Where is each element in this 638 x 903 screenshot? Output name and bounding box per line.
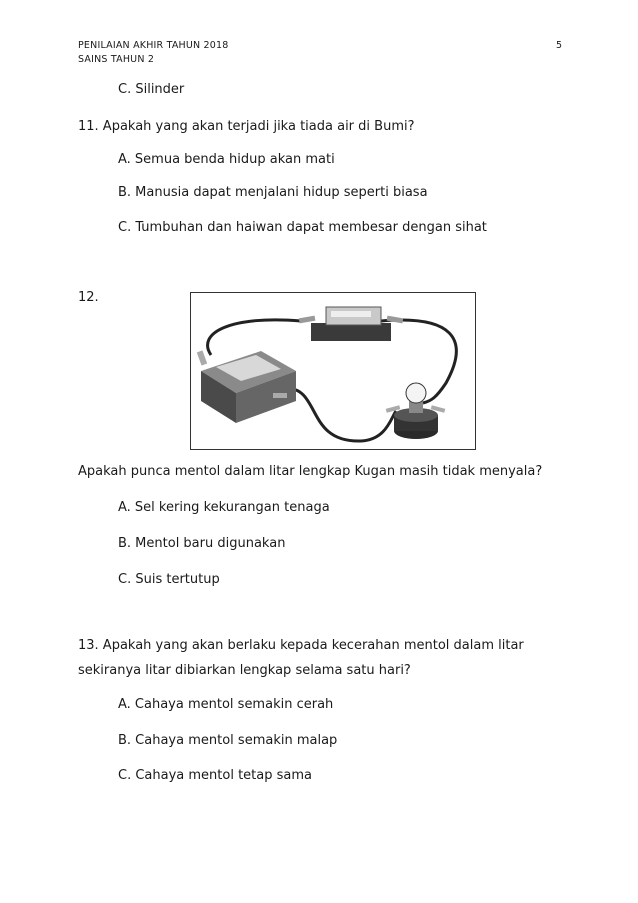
q11-option-b: B. Manusia dapat menjalani hidup seperti biasa	[118, 185, 428, 200]
q12-option-c: C. Suis tertutup	[118, 572, 220, 587]
carryover-option-c: C. Silinder	[118, 82, 185, 97]
q13-option-c: C. Cahaya mentol tetap sama	[118, 768, 312, 783]
q12-number: 12.	[78, 290, 99, 305]
q11-option-a: A. Semua benda hidup akan mati	[118, 152, 335, 167]
q12-question: Apakah punca mentol dalam litar lengkap Kugan masih tidak menyala?	[78, 464, 543, 479]
q12-option-b: B. Mentol baru digunakan	[118, 536, 286, 551]
page-number: 5	[556, 40, 563, 51]
header-subject: SAINS TAHUN 2	[78, 54, 155, 65]
q11-option-c: C. Tumbuhan dan haiwan dapat membesar dengan sihat	[118, 220, 487, 235]
wire-top-left	[208, 320, 301, 355]
q13-question-line2: sekiranya litar dibiarkan lengkap selama satu hari?	[78, 663, 411, 678]
q12-option-a: A. Sel kering kekurangan tenaga	[118, 500, 330, 515]
switch-icon	[299, 307, 403, 341]
q13-option-b: B. Cahaya mentol semakin malap	[118, 733, 338, 748]
q13-option-a: A. Cahaya mentol semakin cerah	[118, 697, 334, 712]
q11-question: 11. Apakah yang akan terjadi jika tiada air di Bumi?	[78, 119, 415, 134]
wire-bottom	[286, 388, 396, 441]
header-exam-title: PENILAIAN AKHIR TAHUN 2018	[78, 40, 229, 51]
q13-question-line1: 13. Apakah yang akan berlaku kepada kecerahan mentol dalam litar	[78, 638, 524, 653]
circuit-figure	[190, 292, 476, 450]
battery-holder-icon	[197, 350, 296, 423]
circuit-illustration	[191, 293, 475, 449]
